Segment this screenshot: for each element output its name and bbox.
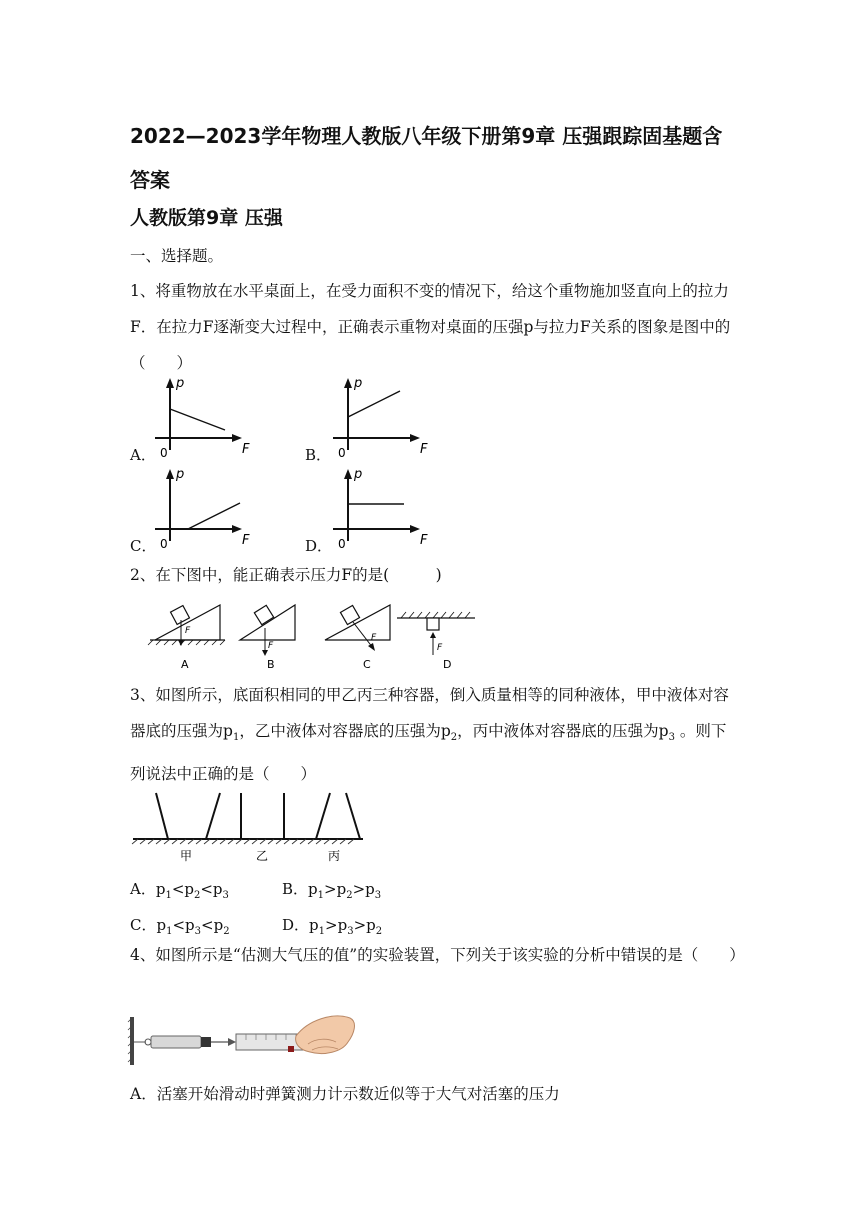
- q1-graph-c: [150, 466, 260, 556]
- svg-text:p: p: [354, 467, 363, 482]
- container-bing-right: [346, 793, 360, 839]
- container-bing-left: [316, 793, 330, 839]
- y-axis-label: p: [176, 376, 185, 391]
- question-3-text: 3、如图所示，底面积相同的甲乙丙三种容器，倒入质量相等的同种液体，甲中液体对容器底的压强为$p_1$，乙中液体对容器底的压强为$p_2$，丙中液体对容器底的压强为$p_3$ 。则下列说法中正确的是（ ）: [130, 686, 729, 784]
- q4-option-a: A．活塞开始滑动时弹簧测力计示数近似等于大气对活塞的压力: [130, 1085, 560, 1103]
- container-jia-left: [156, 793, 168, 839]
- spring-scale: [151, 1036, 201, 1048]
- q1-option-b-label: B．: [305, 446, 332, 464]
- svg-text:F: F: [420, 442, 428, 457]
- q1-option-d-label: D．: [305, 537, 333, 555]
- question-2-text: 2、在下图中，能正确表示压力F的是( ): [130, 566, 442, 584]
- svg-text:甲: 甲: [180, 849, 193, 863]
- question-1-text: 1、将重物放在水平桌面上，在受力面积不变的情况下，给这个重物施加竖直向上的拉力F．在拉力F逐渐变大过程中，正确表示重物对桌面的压强p与拉力F关系的图象是图中的（ ）: [130, 282, 731, 372]
- q3-option-d: D．$p_1>p_3>p_2$: [282, 916, 383, 937]
- q4-syringe-figure: [128, 1012, 358, 1072]
- q3-containers-figure: [128, 790, 368, 865]
- svg-text:F: F: [371, 633, 377, 643]
- y-axis-arrow: [166, 378, 174, 388]
- svg-text:0: 0: [338, 446, 346, 460]
- svg-text:F: F: [185, 626, 191, 636]
- container-jia-right: [206, 793, 220, 839]
- wall: [130, 1017, 134, 1065]
- hand-image: [296, 1016, 355, 1054]
- q2-figure-d: [397, 612, 475, 671]
- svg-text:乙: 乙: [256, 849, 269, 863]
- q3-option-b: B．$p_1>p_2>p_3$: [282, 880, 382, 901]
- svg-text:F: F: [420, 533, 428, 548]
- svg-text:B: B: [267, 658, 275, 671]
- svg-text:p: p: [354, 376, 363, 391]
- origin-label: 0: [160, 446, 168, 460]
- q3-option-c: C．$p_1<p_3<p_2$: [130, 916, 230, 937]
- graph-line: [170, 409, 225, 430]
- q2-figure-c: [325, 605, 390, 671]
- svg-text:F: F: [268, 641, 274, 651]
- svg-text:C: C: [363, 658, 371, 671]
- scale-knob: [201, 1037, 211, 1047]
- x-axis-arrow: [232, 434, 242, 442]
- q1-graph-d: [328, 466, 438, 556]
- q1-graph-b: [328, 375, 438, 465]
- question-4-text: 4、如图所示是“估测大气压的值”的实验装置，下列关于该实验的分析中错误的是（ ）: [130, 946, 745, 964]
- q1-option-c-label: C．: [130, 537, 157, 555]
- q1-graph-a: [150, 375, 260, 465]
- chapter-heading: 人教版第9章 压强: [130, 207, 283, 229]
- svg-text:A: A: [181, 658, 189, 671]
- svg-text:0: 0: [338, 537, 346, 551]
- q2-figure-b: [240, 605, 295, 671]
- q2-figure: [145, 600, 505, 675]
- section-heading: 一、选择题。: [130, 247, 224, 265]
- svg-text:丙: 丙: [328, 849, 341, 863]
- q3-option-a: A．$p_1<p_2<p_3$: [130, 880, 229, 901]
- svg-text:p: p: [176, 467, 185, 482]
- svg-text:0: 0: [160, 537, 168, 551]
- document-title: 2022—2023学年物理人教版八年级下册第9章 压强跟踪固基题含答案: [130, 124, 723, 192]
- x-axis-label: F: [242, 442, 250, 457]
- q2-figure-a: [148, 605, 225, 671]
- svg-text:D: D: [443, 658, 452, 671]
- q1-option-a-label: A．: [130, 446, 156, 464]
- svg-text:F: F: [242, 533, 250, 548]
- svg-text:F: F: [437, 643, 443, 653]
